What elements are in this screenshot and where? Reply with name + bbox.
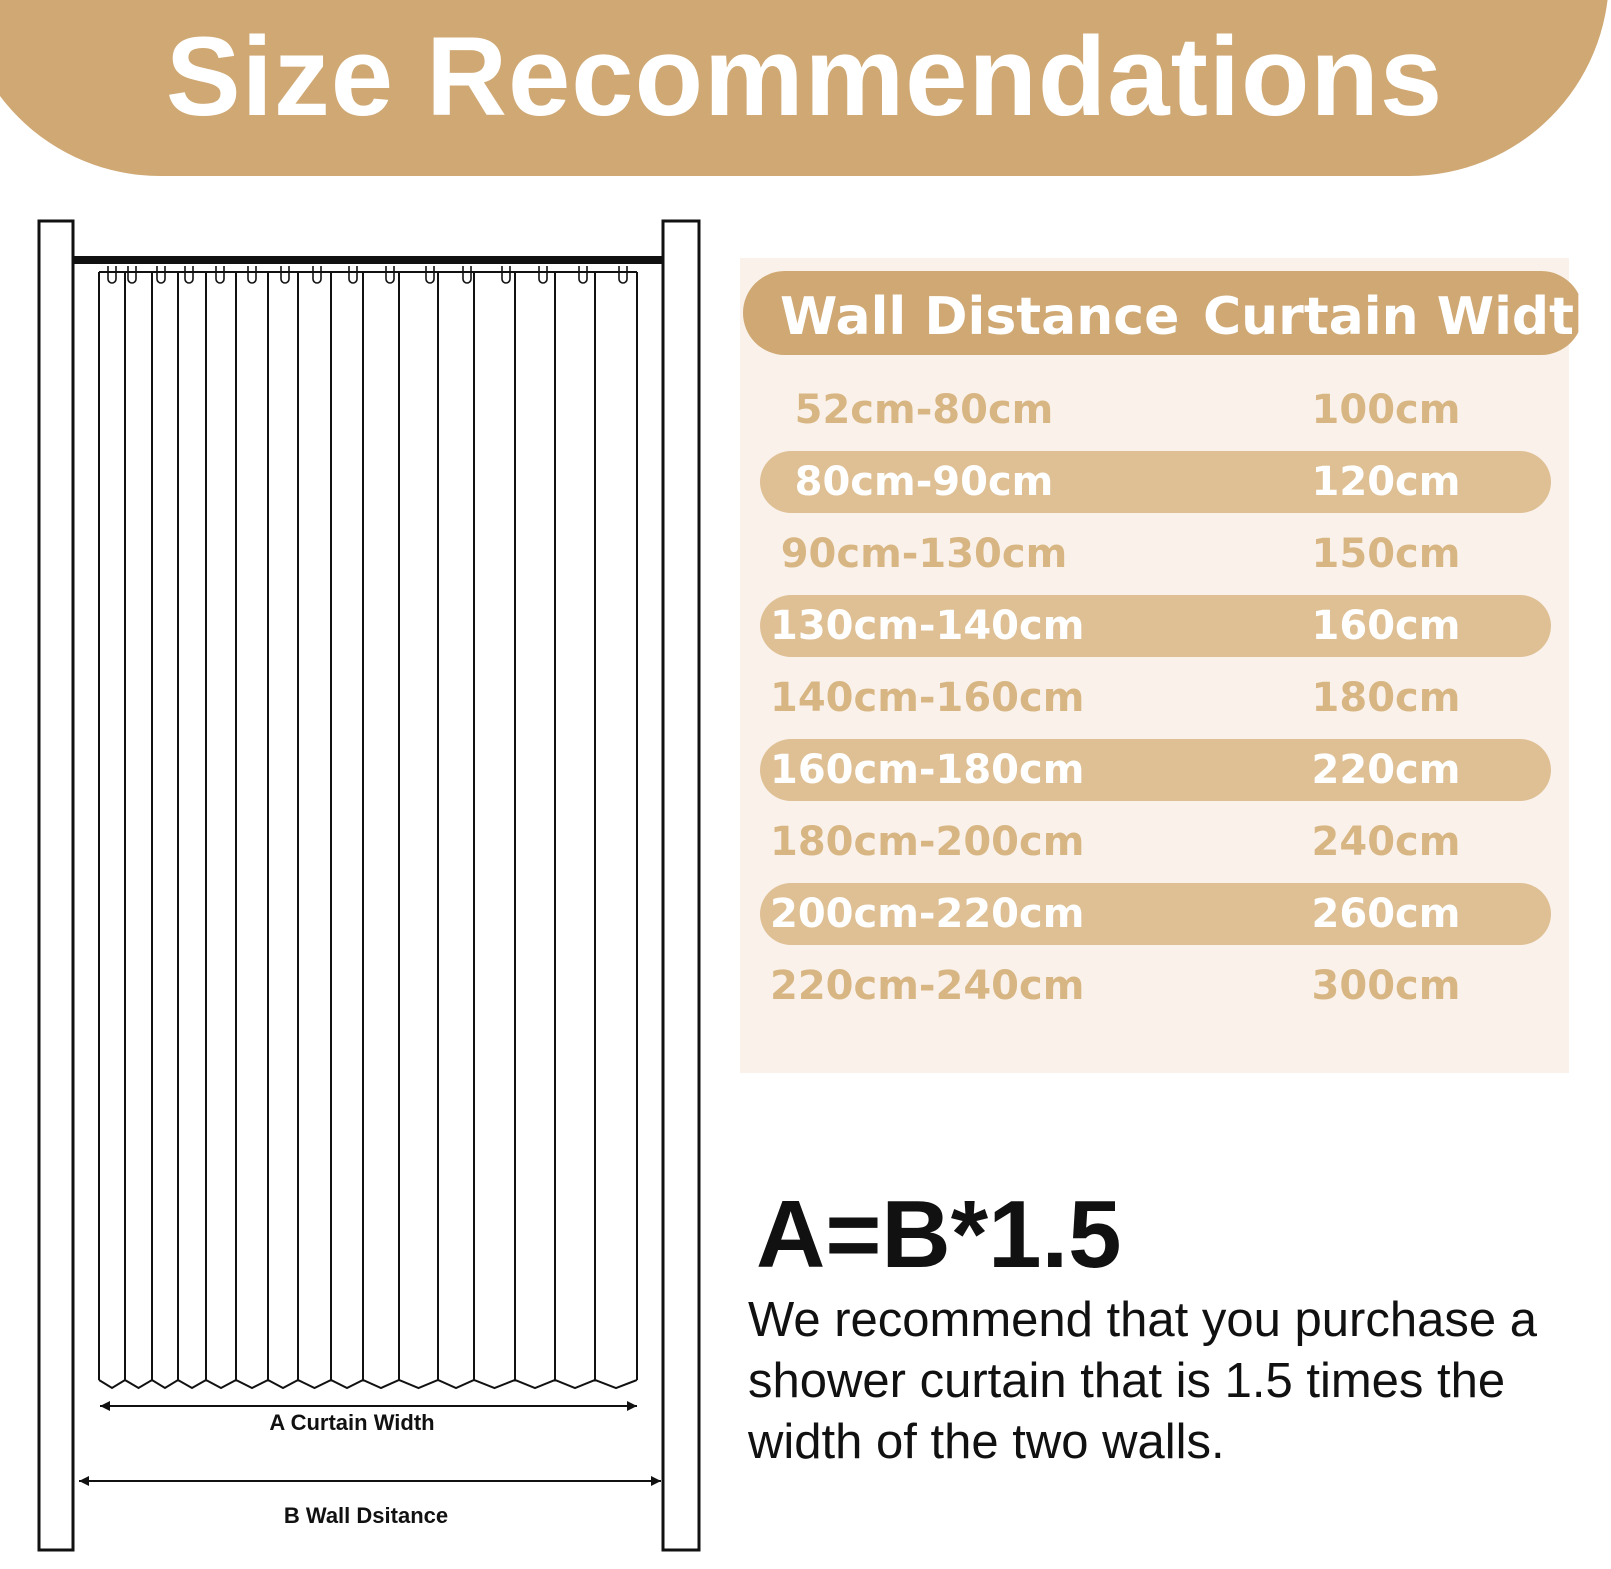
formula: A=B*1.5 <box>756 1181 1122 1288</box>
curtain-width-cell: 240cm <box>1311 819 1461 865</box>
curtain-hook-icon <box>108 266 116 283</box>
curtain-width-cell: 260cm <box>1311 891 1461 937</box>
curtain-width-cell: 180cm <box>1311 675 1461 721</box>
curtain-width-cell: 160cm <box>1311 603 1461 649</box>
curtain-hook-icon <box>128 266 136 283</box>
curtain-width-cell: 300cm <box>1311 963 1461 1009</box>
curtain-hook-icon <box>386 266 394 283</box>
curtain-hook-icon <box>502 266 510 283</box>
wall-distance-cell: 80cm-90cm <box>794 459 1054 505</box>
wall-distance-cell: 180cm-200cm <box>770 819 1085 865</box>
curtain-hook-icon <box>463 266 471 283</box>
wall-distance-cell: 220cm-240cm <box>770 963 1085 1009</box>
curtain-hook-icon <box>216 266 224 283</box>
wall-distance-cell: 200cm-220cm <box>770 891 1085 937</box>
curtain-diagram <box>0 0 720 1569</box>
header-curtain-width: Curtain Width <box>1203 287 1611 347</box>
curtain-hook-icon <box>281 266 289 283</box>
wall-distance-cell: 90cm-130cm <box>780 531 1068 577</box>
curtain-width-cell: 150cm <box>1311 531 1461 577</box>
curtain-hook-icon <box>157 266 165 283</box>
curtain-hook-icon <box>539 266 547 283</box>
curtain-hook-icon <box>185 266 193 283</box>
curtain-hook-icon <box>579 266 587 283</box>
curtain <box>99 266 637 1388</box>
curtain-width-cell: 100cm <box>1311 387 1461 433</box>
curtain-bottom-hem <box>99 1380 637 1388</box>
curtain-hook-icon <box>349 266 357 283</box>
page-title: Size Recommendations <box>165 14 1444 139</box>
curtain-hook-icon <box>313 266 321 283</box>
wall-distance-cell: 52cm-80cm <box>794 387 1054 433</box>
curtain-hook-icon <box>248 266 256 283</box>
left-wall <box>39 221 73 1550</box>
wall-distance-cell: 160cm-180cm <box>770 747 1085 793</box>
wall-distance-cell: 130cm-140cm <box>770 603 1085 649</box>
recommendation-note: We recommend that you purchase a shower curtain that is 1.5 times the width of the two walls. <box>748 1293 1537 1469</box>
wall-distance-label: B Wall Dsitance <box>283 1503 449 1528</box>
curtain-rod <box>73 256 663 264</box>
curtain-hook-icon <box>426 266 434 283</box>
header-wall-distance: Wall Distance <box>780 287 1180 347</box>
curtain-width-cell: 120cm <box>1311 459 1461 505</box>
wall-distance-dimension <box>79 1476 661 1486</box>
curtain-width-cell: 220cm <box>1311 747 1461 793</box>
right-wall <box>663 221 699 1550</box>
curtain-width-label: A Curtain Width <box>269 1410 435 1435</box>
wall-distance-cell: 140cm-160cm <box>770 675 1085 721</box>
curtain-hook-icon <box>619 266 627 283</box>
